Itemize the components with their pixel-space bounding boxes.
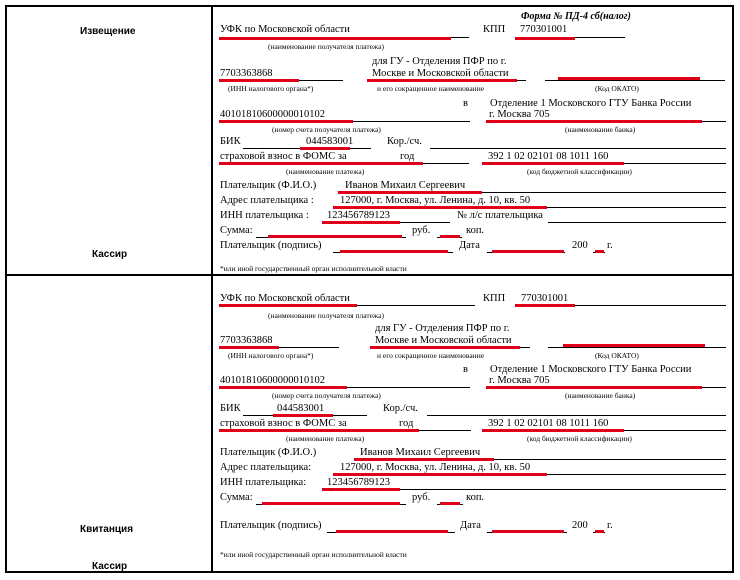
kpp-label: КПП [483, 24, 506, 35]
account-value-2: 40101810600000010102 [220, 375, 325, 386]
account-value: 40101810600000010102 [220, 109, 325, 120]
in-label: в [463, 98, 468, 109]
date-underline [492, 250, 564, 253]
kbk-underline-2 [482, 429, 624, 432]
region-value-2: Москве и Московской области [375, 335, 512, 346]
payer-address-label: Адрес плательщика : [220, 195, 314, 206]
sum-rub-underline [268, 235, 402, 238]
payer-address-value-2: 127000, г. Москва, ул. Ленина, д. 10, кв. 50 [340, 462, 531, 473]
bik-value-2: 044583001 [277, 403, 325, 414]
payment-name-value-2: страховой взнос в ФОМС за [220, 418, 347, 429]
payment-underline [219, 162, 423, 165]
ls-line [548, 222, 726, 223]
account-underline-2 [219, 386, 347, 389]
recipient-value: УФК по Московской области [220, 24, 350, 35]
inn-org-value-2: 7703363868 [220, 335, 273, 346]
payer-address-label-2: Адрес плательщика: [220, 462, 312, 473]
kbk-caption-2: (код бюджетной классификации) [527, 434, 632, 443]
date-underline-2 [492, 530, 564, 533]
payment-caption-2: (наименование платежа) [286, 434, 365, 443]
payer-inn-value: 123456789123 [327, 210, 390, 221]
bank-line2-2: г. Москва 705 [489, 375, 550, 386]
kop-label: коп. [466, 225, 485, 236]
payer-fio-value-2: Иванов Михаил Сергеевич [360, 447, 481, 458]
recipient-caption-2: (наименование получателя платежа) [268, 311, 384, 320]
okato-line [545, 80, 725, 81]
bank-caption-2: (наименование банка) [565, 391, 636, 400]
notice-label: Извещение [80, 26, 136, 37]
inn-org-underline-2 [219, 346, 279, 349]
payer-address-underline-2 [333, 473, 547, 476]
year-prefix: 200 [572, 240, 588, 251]
bank-line1-2: Отделение 1 Московского ГТУ Банка России [490, 364, 692, 375]
bank-caption: (наименование банка) [565, 125, 636, 134]
payment-name-value: страховой взнос в ФОМС за [220, 151, 347, 162]
inn-org-underline [219, 79, 299, 82]
recipient-caption: (наименование получателя платежа) [268, 42, 384, 51]
bik-underline [300, 147, 350, 150]
okato-underline-2 [563, 344, 705, 347]
kor-label: Кор./сч. [387, 136, 422, 147]
okato-caption-2: (Код ОКАТО) [595, 351, 639, 360]
receipt-label: Квитанция [80, 524, 134, 535]
date-label-2: Дата [460, 520, 481, 531]
footnote: *или иной государственный орган исполнительной власти [220, 264, 407, 273]
account-underline [219, 120, 353, 123]
okato-line-2 [548, 347, 726, 348]
bik-label-2: БИК [220, 403, 241, 414]
g-label: г. [607, 240, 613, 251]
year-underline [595, 250, 604, 253]
payer-inn-label-2: ИНН плательщика: [220, 477, 307, 488]
rub-label: руб. [412, 225, 431, 236]
bank-line2: г. Москва 705 [489, 109, 550, 120]
kbk-underline [482, 162, 624, 165]
cashier-label-top: Кассир [92, 249, 128, 260]
kbk-value-2: 392 1 02 02101 08 1011 160 [488, 418, 609, 429]
inn-org-caption-2: (ИНН налогового органа*) [228, 351, 314, 360]
bank-underline-2 [486, 386, 702, 389]
signature-underline-2 [336, 530, 448, 533]
sum-kop-underline [440, 235, 460, 238]
okato-underline [558, 77, 700, 80]
recipient-underline-2 [219, 304, 357, 307]
sum-label: Сумма: [220, 225, 253, 236]
account-caption-2: (номер счета получателя платежа) [272, 391, 381, 400]
kbk-caption: (код бюджетной классификации) [527, 167, 632, 176]
form-title: Форма № ПД-4 сб(налог) [521, 11, 631, 22]
year-underline-2 [595, 530, 604, 533]
sum-kop-underline-2 [440, 502, 460, 505]
kor-line [430, 148, 726, 149]
footnote-2: *или иной государственный орган исполнительной власти [220, 550, 407, 559]
section-divider [5, 274, 734, 276]
year-label: год [400, 151, 415, 162]
region-value: Москве и Московской области [372, 68, 509, 79]
ls-label: № л/с плательщика [457, 210, 543, 221]
short-name-caption-2: и его сокращенное наименование [377, 351, 485, 360]
short-name-caption: и его сокращенное наименование [377, 84, 485, 93]
signature-underline [340, 250, 448, 253]
kpp-underline-2 [515, 304, 575, 307]
payer-inn-underline [322, 221, 400, 224]
recipient-underline [219, 37, 451, 40]
payer-fio-label-2: Плательщик (Ф.И.О.) [220, 447, 317, 458]
payer-fio-value: Иванов Михаил Сергеевич [345, 180, 466, 191]
payer-fio-label: Плательщик (Ф.И.О.) [220, 180, 317, 191]
payer-fio-underline [338, 191, 482, 194]
kpp-label-2: КПП [483, 293, 506, 304]
rub-label-2: руб. [412, 492, 431, 503]
region-underline [367, 79, 517, 82]
okato-caption: (Код ОКАТО) [595, 84, 639, 93]
in-label-2: в [463, 364, 468, 375]
date-label: Дата [459, 240, 480, 251]
year-label-2: год [399, 418, 414, 429]
g-label-2: г. [607, 520, 613, 531]
cashier-label-bottom: Кассир [92, 561, 128, 572]
inn-org-value: 7703363868 [220, 68, 273, 79]
payer-address-value: 127000, г. Москва, ул. Ленина, д. 10, кв. 50 [340, 195, 531, 206]
kpp-value: 770301001 [520, 24, 568, 35]
payer-inn-value-2: 123456789123 [327, 477, 390, 488]
kpp-value-2: 770301001 [521, 293, 569, 304]
bank-underline [486, 120, 702, 123]
bank-line1: Отделение 1 Московского ГТУ Банка России [490, 98, 692, 109]
for-gu-label-2: для ГУ - Отделения ПФР по г. [375, 323, 510, 334]
payer-fio-underline-2 [354, 458, 494, 461]
payer-address-underline [333, 206, 547, 209]
column-divider [211, 5, 213, 573]
payer-inn-label: ИНН плательщика : [220, 210, 309, 221]
payer-inn-underline-2 [322, 488, 400, 491]
payment-caption: (наименование платежа) [286, 167, 365, 176]
signature-label-2: Плательщик (подпись) [220, 520, 322, 531]
bik-underline-2 [273, 414, 333, 417]
bik-label: БИК [220, 136, 241, 147]
recipient-value-2: УФК по Московской области [220, 293, 350, 304]
kbk-value: 392 1 02 02101 08 1011 160 [488, 151, 609, 162]
year-prefix-2: 200 [572, 520, 588, 531]
for-gu-label: для ГУ - Отделения ПФР по г. [372, 56, 507, 67]
kor-line-2 [427, 415, 726, 416]
bik-value: 044583001 [306, 136, 354, 147]
kpp-underline [515, 37, 575, 40]
signature-label: Плательщик (подпись) [220, 240, 322, 251]
kor-label-2: Кор./сч. [383, 403, 418, 414]
account-caption: (номер счета получателя платежа) [272, 125, 381, 134]
inn-org-caption: (ИНН налогового органа*) [228, 84, 314, 93]
sum-label-2: Сумма: [220, 492, 253, 503]
payment-underline-2 [219, 429, 419, 432]
kop-label-2: коп. [466, 492, 485, 503]
region-underline-2 [370, 346, 520, 349]
sum-rub-underline-2 [262, 502, 400, 505]
